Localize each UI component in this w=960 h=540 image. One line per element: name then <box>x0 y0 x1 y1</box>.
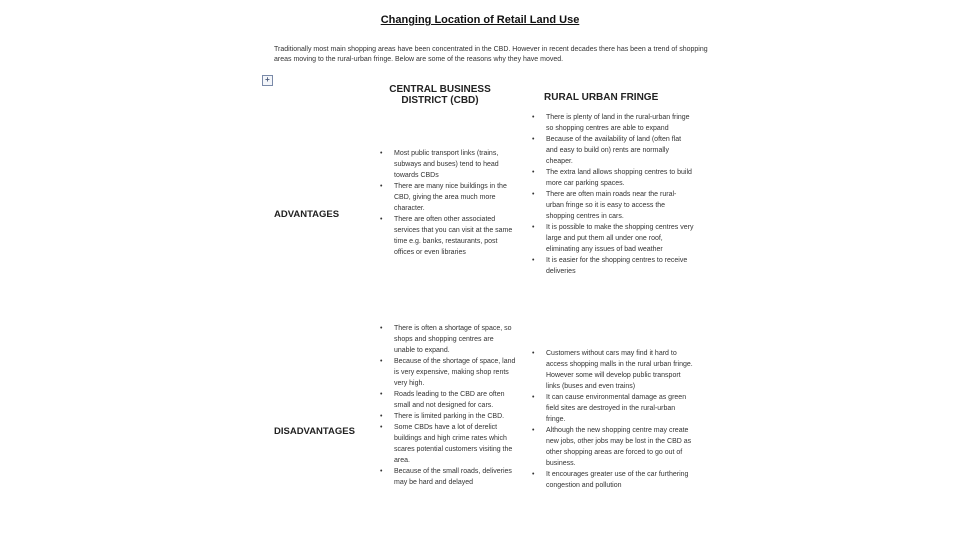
list-item: • There are many nice buildings in the CBD, giving the area much more character. <box>376 181 516 214</box>
column-header-rural-urban-fringe: RURAL URBAN FRINGE <box>544 92 659 103</box>
document-title: Changing Location of Retail Land Use <box>380 14 580 26</box>
list-item: • There are often main roads near the rural-urban fringe so it is easy to access the shopping centres in cars. <box>528 189 694 222</box>
rural-advantages-list <box>528 112 694 277</box>
rural-disadvantages-list <box>528 348 694 491</box>
cbd-disadvantages-list <box>376 323 516 488</box>
row-label-disadvantages: DISADVANTAGES <box>274 426 355 437</box>
list-item: • There is often a shortage of space, so shops and shopping centres are unable to expand. <box>376 323 516 356</box>
list-item: • Roads leading to the CBD are often small and not designed for cars. <box>376 389 516 411</box>
list-item: • There are often other associated services that you can visit at the same time e.g. banks, restaurants, post offices or even libraries <box>376 214 516 258</box>
list-item: • There is plenty of land in the rural-urban fringe so shopping centres are able to expand <box>528 112 694 134</box>
table-move-handle-icon[interactable]: + <box>262 75 273 86</box>
list-item: • The extra land allows shopping centres to build more car parking spaces. <box>528 167 694 189</box>
list-item: • Because of the small roads, deliveries may be hard and delayed <box>376 466 516 488</box>
row-label-advantages: ADVANTAGES <box>274 209 340 220</box>
intro-paragraph: Traditionally most main shopping areas have been concentrated in the CBD. However in recent decades there has been a trend of shopping areas moving to the rural-urban fringe. Below are some of the reasons why they have moved. <box>274 46 708 63</box>
list-item: • Because of the shortage of space, land is very expensive, making shop rents very high. <box>376 356 516 389</box>
list-item: • It can cause environmental damage as green field sites are destroyed in the rural-urban fringe. <box>528 392 694 425</box>
list-item: • There is limited parking in the CBD. <box>376 411 516 422</box>
list-item: • It is possible to make the shopping centres very large and put them all under one roof, eliminating any issues of bad weather <box>528 222 694 255</box>
list-item: • It encourages greater use of the car furthering congestion and pollution <box>528 469 694 491</box>
list-item: • Although the new shopping centre may create new jobs, other jobs may be lost in the CBD as other shopping areas are forced to go out of business. <box>528 425 694 469</box>
list-item: • Some CBDs have a lot of derelict buildings and high crime rates which scares potential customers visiting the area. <box>376 422 516 466</box>
list-item: • Customers without cars may find it hard to access shopping malls in the rural urban fringe. However some will develop public transport links (buses and even trains) <box>528 348 694 392</box>
column-header-cbd: CENTRAL BUSINESS DISTRICT (CBD) <box>389 84 491 106</box>
cbd-advantages-list <box>376 148 516 258</box>
list-item: • Most public transport links (trains, subways and buses) tend to head towards CBDs <box>376 148 516 181</box>
list-item: • It is easier for the shopping centres to receive deliveries <box>528 255 694 277</box>
list-item: • Because of the availability of land (often flat and easy to build on) rents are normally cheaper. <box>528 134 694 167</box>
